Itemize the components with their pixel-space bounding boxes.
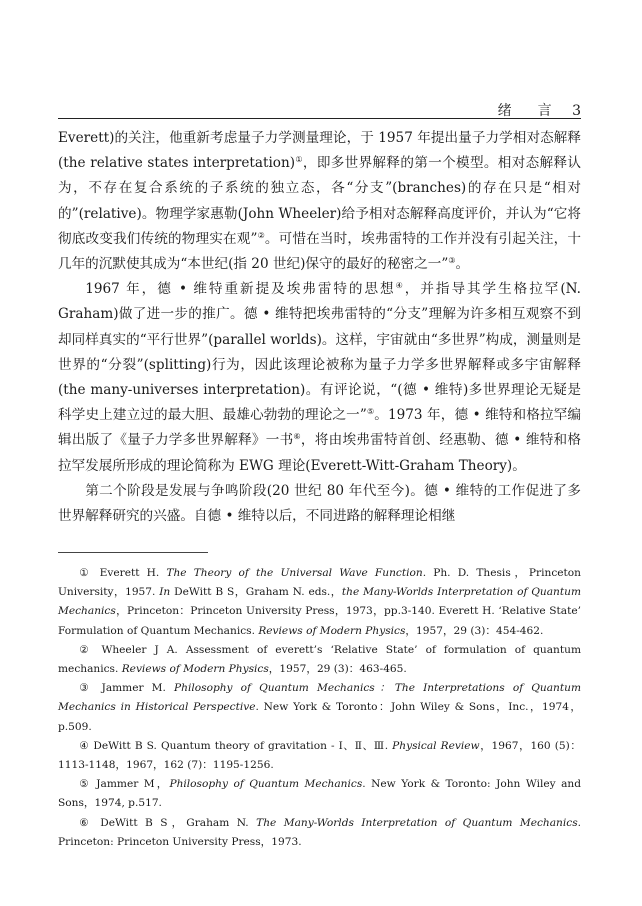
footnote-divider xyxy=(58,552,208,553)
footnote-ref[interactable]: ⑥ xyxy=(293,432,301,442)
footnote-marker: ② xyxy=(79,643,94,656)
text-run: DeWitt B S. Quantum theory of gravitation - Ⅰ、Ⅱ、Ⅲ. xyxy=(93,739,393,752)
text-run: ，即多世界解释的第一个模型。相对态解释认为，不存在复合系统的子系统的独立态，各“分支”(branches)的存在只是“相对的”(relative)。物理学家惠勒(John Wheeler)给予相对态解释高度评价，并认为“它将彻底改变我们传统的物理实在观” xyxy=(58,155,582,247)
footnote-3 xyxy=(58,679,581,737)
header-divider xyxy=(58,118,581,119)
footnotes xyxy=(58,564,581,852)
italic-journal: Reviews of Modern Physics xyxy=(121,663,269,676)
footnote-ref[interactable]: ⑤ xyxy=(366,407,375,417)
text-run: 。1973 年，德 • 维特和格拉罕编辑出版了《量子力学多世界解释》一书 xyxy=(58,407,582,449)
paragraph: 第二个阶段是发展与争鸣阶段(20 世纪 80 年代至今)。德 • 维特的工作促进了多世界解释研究的兴盛。自德 • 维特以后，不同进路的解释理论相继 xyxy=(58,482,581,525)
text-run: ，1957，29 (3)：463-465. xyxy=(268,663,407,676)
text-run: Jammer M. xyxy=(101,682,175,695)
footnote-2 xyxy=(58,641,581,679)
footnote-marker: ⑤ xyxy=(79,778,91,791)
italic-title: The Many-Worlds Interpretation of Quantum Mechanics xyxy=(256,816,578,829)
text-run: Wheeler J A. Assessment of everett’s ‘Relative State’ of formulation of quantum mechanics. xyxy=(58,643,581,676)
italic-journal: Reviews of Modern Physics xyxy=(258,624,406,637)
text-run: DeWitt B S，Graham N. eds.， xyxy=(170,586,342,599)
footnote-4 xyxy=(58,737,581,775)
page-number: 3 xyxy=(572,103,581,119)
footnote-ref[interactable]: ④ xyxy=(395,281,405,291)
text-run: DeWitt B S，Graham N. xyxy=(100,816,257,829)
text-run: Jammer M， xyxy=(96,778,170,791)
chapter-title: 绪 言 xyxy=(497,103,558,119)
text-run: 。 xyxy=(455,256,470,273)
text-run: . Ph. D. Thesis，Princeton University，1957. xyxy=(58,567,581,599)
footnote-ref[interactable]: ② xyxy=(257,230,265,240)
text-run: ，1957，29 (3)：454-462. xyxy=(405,624,544,637)
text-run: Everett)的关注，他重新考虑量子力学测量理论，于 1957 年提出量子力学相对态解释(the relative states interpretation) xyxy=(58,130,581,172)
text-run: . New York & Toronto：John Wiley & Sons，Inc.，1974，p.509. xyxy=(58,701,581,733)
running-header xyxy=(58,100,581,118)
paragraph xyxy=(58,277,581,479)
italic-title: The Theory of the Universal Wave Function xyxy=(166,567,423,579)
italic-title: Philosophy of Quantum Mechanics：The Interpretations of Quantum Mechanics in Historical Perspective xyxy=(58,682,582,714)
text-run: ，并指导其学生格拉罕(N. Graham)做了进一步的推广。德 • 维特把埃弗雷特的“分支”理解为许多相互观察不到却同样真实的“平行世界”(parallel worlds)。这样，宇宙就由“多世界”构成，测量则是世界的“分裂”(splitting)行为，因此该理论被称为量子力学多世界解释或多宇宙解释(the many-universes interpretation)。有评论说，“(德 • 维特)多世界理论无疑是科学史上建立过的最大胆、最雄心勃勃的理论之一” xyxy=(58,281,582,424)
text-run: 。可惜在当时，埃弗雷特的工作并没有引起关注，十几年的沉默使其成为“本世纪(指 20 世纪)保守的最好的秘密之一” xyxy=(58,230,581,273)
text-run: . New York & Toronto: John Wiley and Sons，1974, p.517. xyxy=(58,778,582,810)
footnote-1 xyxy=(58,564,581,641)
text-run: ，1967，160 (5)：1113-1148，1967，162 (7)：1195-1256. xyxy=(58,739,581,772)
text-run: ，将由埃弗雷特首创、经惠勒、德 • 维特和格拉罕发展所形成的理论简称为 EWG 理论(Everett-Witt-Graham Theory)。 xyxy=(58,432,581,474)
italic-journal: Physical Review xyxy=(392,739,480,752)
footnote-5 xyxy=(58,775,581,813)
text-run: . Princeton: Princeton University Press，1973. xyxy=(58,816,582,848)
text-run: ，Princeton：Princeton University Press，1973，pp.3-140. Everett H. ‘Relative State’ Formulation of Quantum Mechanics. xyxy=(58,605,581,637)
footnote-marker: ③ xyxy=(79,682,94,695)
italic-title: Philosophy of Quantum Mechanics xyxy=(169,778,363,791)
footnote-marker: ① xyxy=(79,567,93,579)
paragraph xyxy=(58,126,581,277)
italic-title: the Many-Worlds Interpretation of Quantum Mechanics xyxy=(58,586,581,618)
footnote-ref[interactable]: ③ xyxy=(448,256,456,266)
footnote-ref[interactable]: ① xyxy=(295,155,303,165)
text-run: Everett H. xyxy=(99,567,167,579)
footnote-marker: ④ xyxy=(79,739,90,752)
text-run: 1967 年，德 • 维特重新提及埃弗雷特的思想 xyxy=(85,281,396,298)
footnote-6 xyxy=(58,814,581,852)
italic-text: In xyxy=(159,586,171,599)
footnote-marker: ⑥ xyxy=(79,816,93,829)
main-text xyxy=(58,126,581,529)
